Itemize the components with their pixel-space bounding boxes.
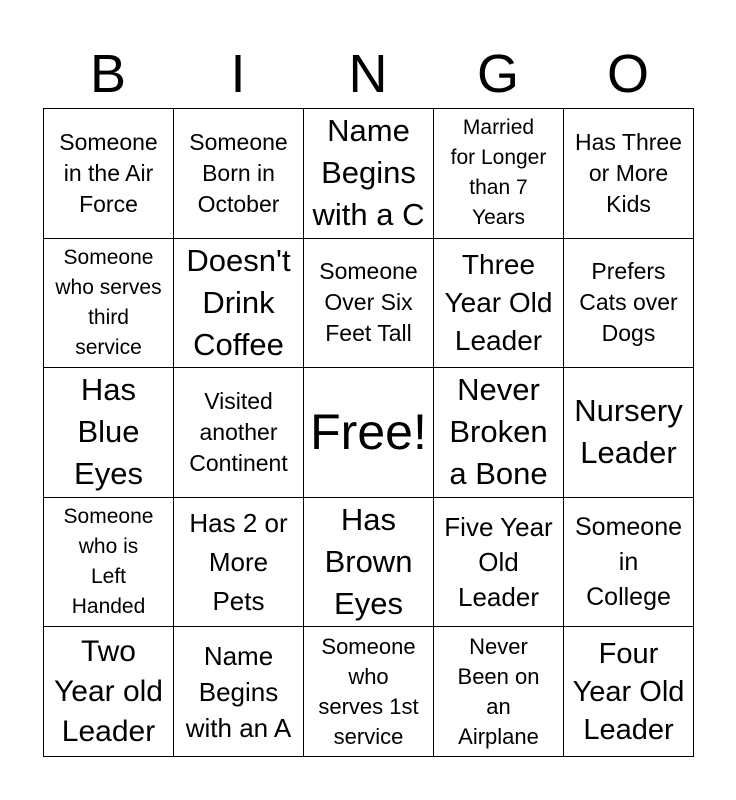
bingo-cell[interactable]: [174, 239, 304, 369]
cell-label: Married for Longer than 7 Years: [450, 116, 547, 230]
bingo-cell[interactable]: [304, 239, 434, 369]
cell-label: Name Begins with an A: [185, 640, 292, 743]
cell-label: Someone who serves third service: [55, 245, 162, 359]
cell-label: Someone Born in October: [189, 128, 288, 217]
bingo-cell[interactable]: [304, 109, 434, 239]
cell-label: Has Three or More Kids: [575, 128, 682, 217]
bingo-cell[interactable]: [434, 498, 564, 628]
bingo-cell[interactable]: [44, 368, 174, 498]
cell-label: Someone who serves 1st service: [318, 633, 419, 749]
cell-label: Someone Over Six Feet Tall: [319, 258, 418, 347]
header-letter-g: G: [476, 44, 519, 104]
bingo-cell[interactable]: [44, 627, 174, 757]
bingo-cell[interactable]: [564, 627, 694, 757]
bingo-cell[interactable]: [434, 368, 564, 498]
bingo-cell[interactable]: [434, 239, 564, 369]
bingo-cell[interactable]: [174, 627, 304, 757]
bingo-cell[interactable]: [434, 109, 564, 239]
cell-label: Has 2 or More Pets: [189, 507, 288, 616]
cell-label: Nursery Leader: [574, 393, 683, 471]
bingo-cell[interactable]: [564, 239, 694, 369]
header-letter-i: I: [230, 44, 246, 104]
cell-label: Never Broken a Bone: [449, 372, 548, 492]
free-space-label: Free!: [310, 404, 427, 461]
bingo-cell[interactable]: [304, 498, 434, 628]
bingo-cell[interactable]: [564, 109, 694, 239]
bingo-cell[interactable]: [174, 368, 304, 498]
cell-label: Has Blue Eyes: [74, 372, 143, 492]
bingo-cell[interactable]: [174, 109, 304, 239]
bingo-cell[interactable]: [434, 627, 564, 757]
cell-label: Five Year Old Leader: [444, 511, 553, 612]
bingo-header: [43, 40, 693, 108]
header-letter-o: O: [606, 44, 649, 104]
cell-label: Name Begins with a C: [312, 113, 425, 233]
cell-label: Someone who is Left Handed: [63, 505, 154, 619]
cell-label: Four Year Old Leader: [572, 637, 685, 746]
bingo-board: [43, 108, 694, 757]
cell-label: Visited another Continent: [189, 387, 288, 476]
bingo-cell[interactable]: [44, 498, 174, 628]
bingo-cell[interactable]: [304, 627, 434, 757]
cell-label: Doesn't Drink Coffee: [186, 242, 291, 362]
cell-label: Never Been on an Airplane: [457, 633, 540, 749]
bingo-cell[interactable]: [174, 498, 304, 628]
cell-label: Someone in College: [574, 512, 683, 611]
cell-label: Two Year old Leader: [54, 634, 163, 748]
cell-label: Has Brown Eyes: [324, 502, 413, 622]
bingo-cell[interactable]: [564, 498, 694, 628]
header-letter-b: B: [89, 44, 127, 104]
bingo-cell[interactable]: [44, 109, 174, 239]
bingo-cell[interactable]: [564, 368, 694, 498]
cell-label: Prefers Cats over Dogs: [579, 258, 678, 347]
cell-label: Someone in the Air Force: [59, 128, 158, 217]
cell-label: Three Year Old Leader: [444, 248, 553, 356]
bingo-cell[interactable]: [44, 239, 174, 369]
free-space-cell[interactable]: [304, 368, 434, 498]
header-letter-n: N: [348, 44, 388, 104]
